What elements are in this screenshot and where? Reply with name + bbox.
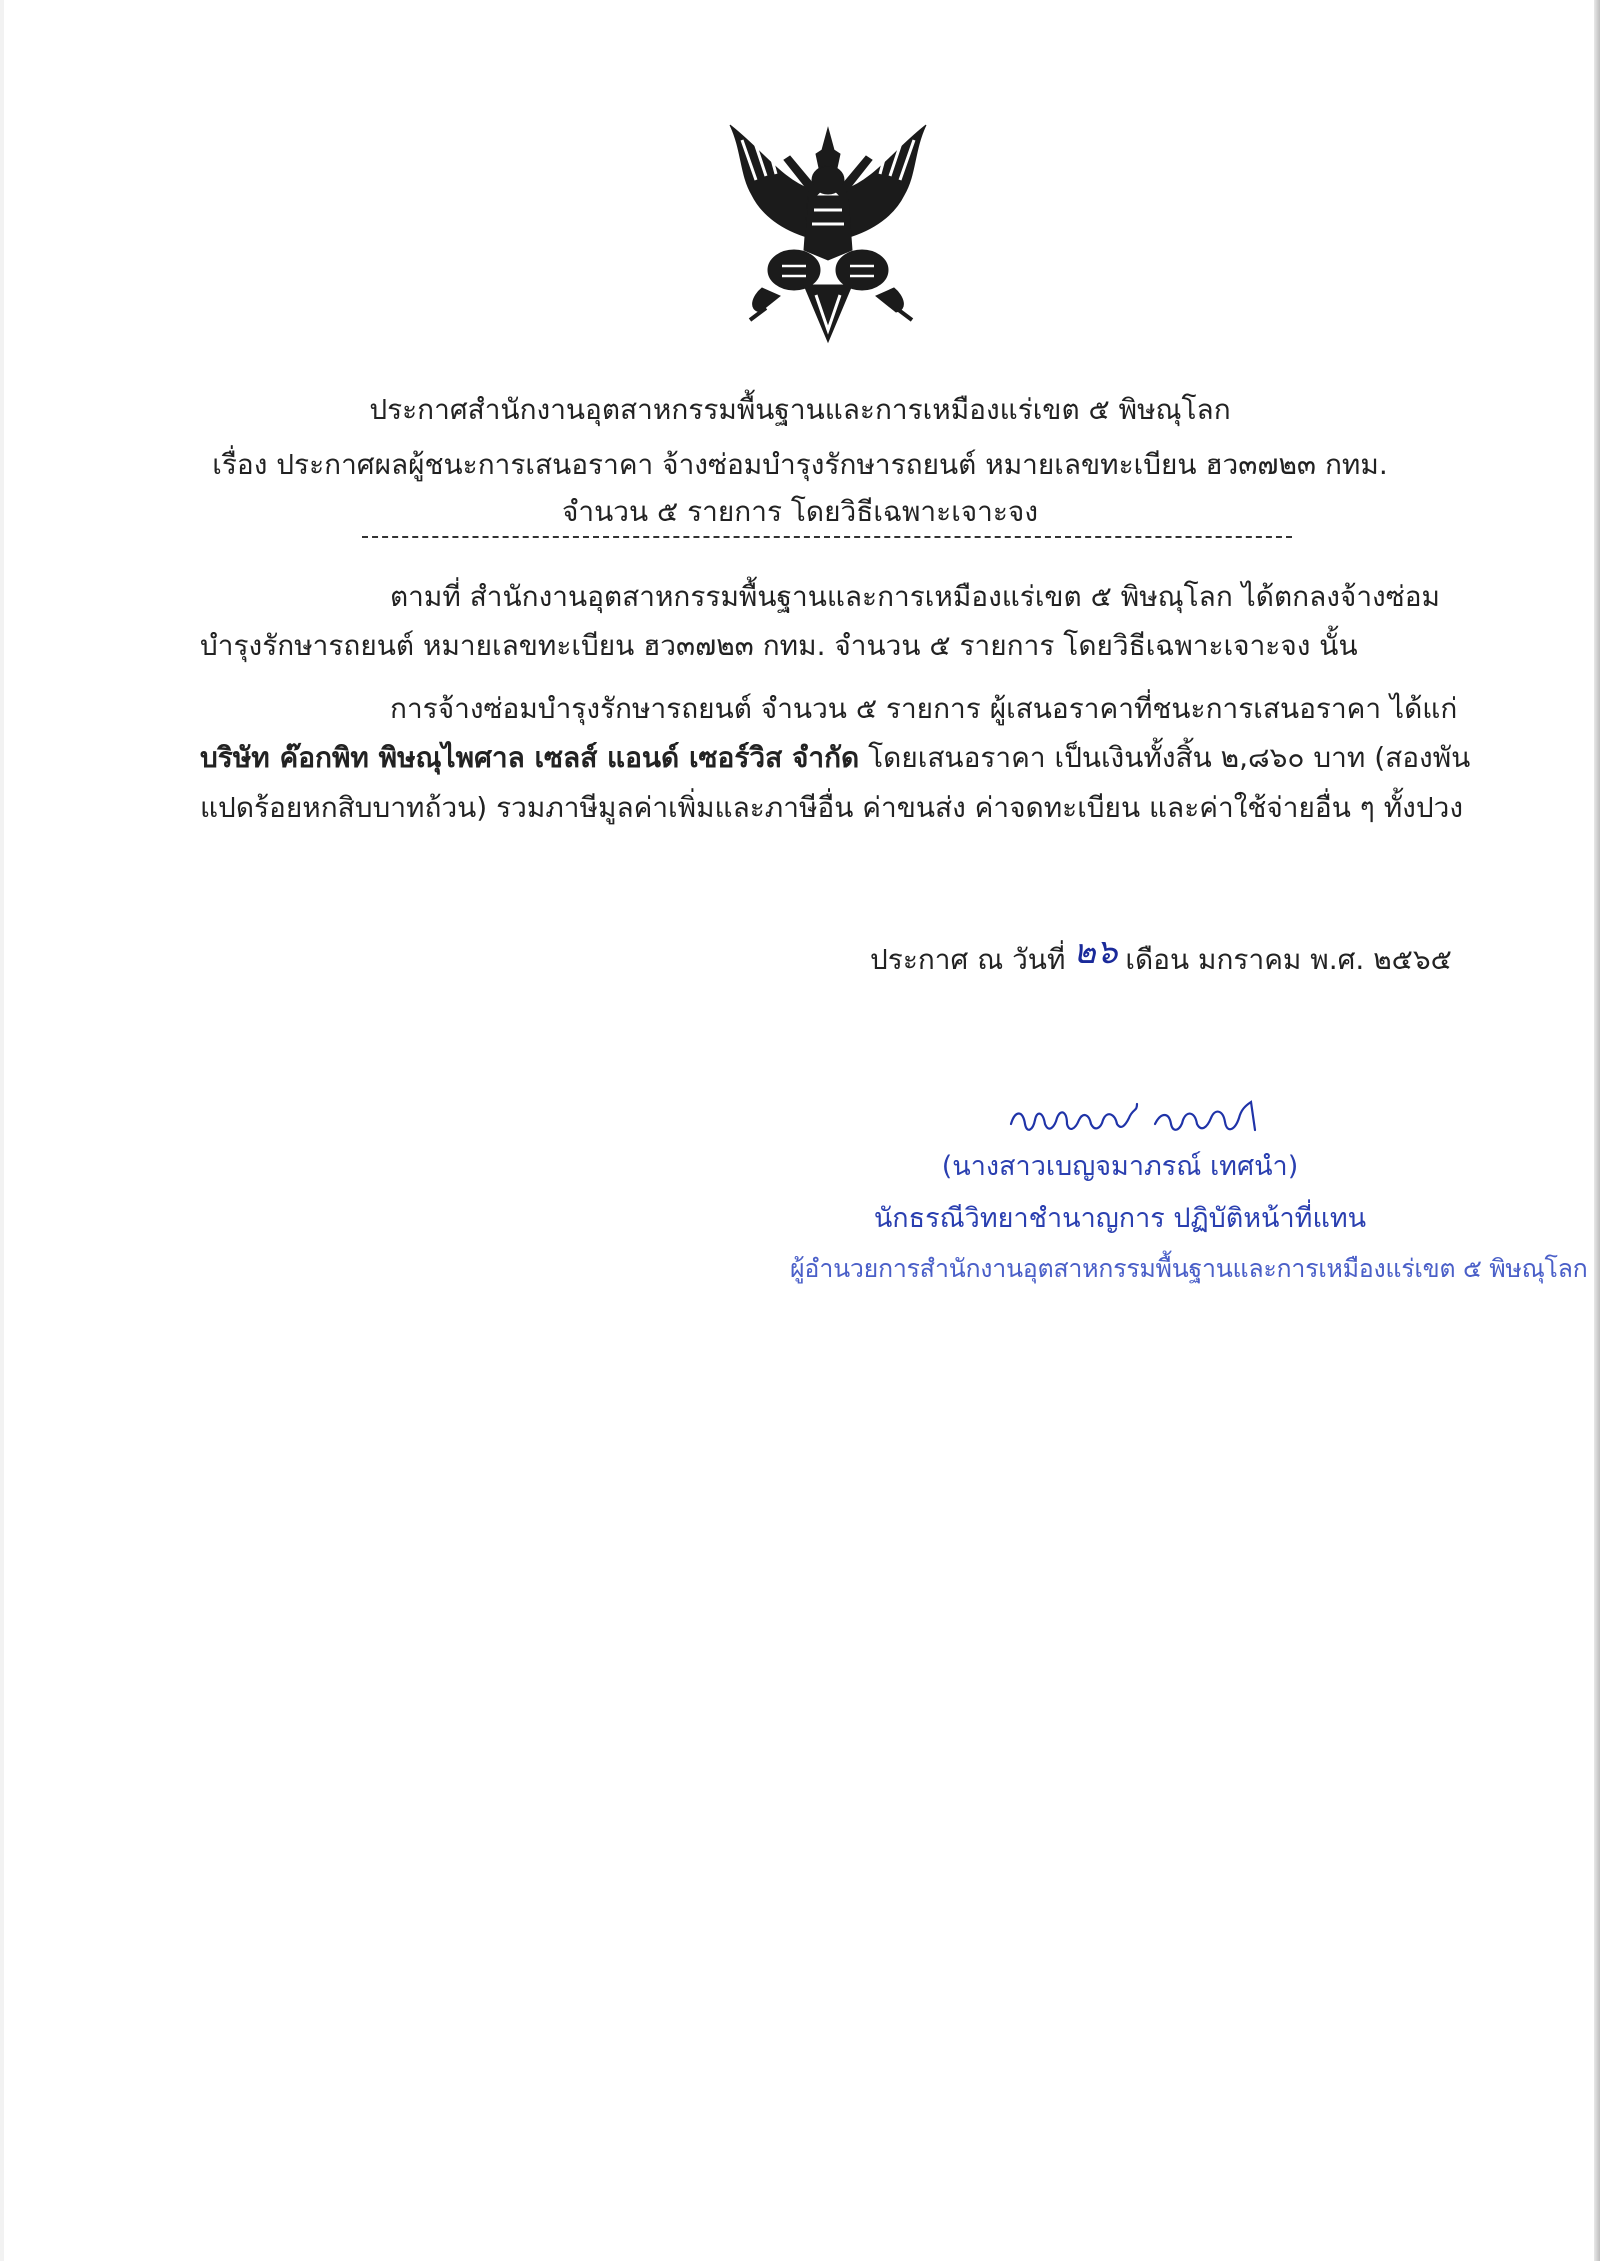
page-left-edge — [0, 0, 4, 2261]
announcement-subject-detail: จำนวน ๕ รายการ โดยวิธีเฉพาะเจาะจง — [561, 495, 1039, 528]
handwritten-signature-icon — [1005, 1090, 1265, 1145]
paragraph1-line2: บำรุงรักษารถยนต์ หมายเลขทะเบียน ฮว๓๗๒๓ กทม. จำนวน ๕ รายการ โดยวิธีเฉพาะเจาะจง นั้น — [200, 629, 1358, 662]
paragraph1-line1: ตามที่ สำนักงานอุตสาหกรรมพื้นฐานและการเหมืองแร่เขต ๕ พิษณุโลก ได้ตกลงจ้างซ่อม — [390, 580, 1440, 613]
garuda-emblem-icon — [722, 120, 934, 345]
paragraph2-line2 — [200, 738, 1470, 778]
header-divider — [362, 536, 1292, 538]
announcement-title: ประกาศสำนักงานอุตสาหกรรมพื้นฐานและการเหมืองแร่เขต ๕ พิษณุโลก — [369, 393, 1231, 426]
date-suffix: เดือน มกราคม พ.ศ. ๒๕๖๕ — [1125, 943, 1452, 976]
signatory-acting-for: ผู้อำนวยการสำนักงานอุตสาหกรรมพื้นฐานและการเหมืองแร่เขต ๕ พิษณุโลก — [790, 1254, 1588, 1283]
paragraph2-line3: แปดร้อยหกสิบบาทถ้วน) รวมภาษีมูลค่าเพิ่มและภาษีอื่น ค่าขนส่ง ค่าจดทะเบียน และค่าใช้จ่ายอื่น ๆ ทั้งปวง — [200, 791, 1464, 824]
paragraph2-line2-rest: โดยเสนอราคา เป็นเงินทั้งสิ้น ๒,๘๖๐ บาท (สองพัน — [859, 741, 1471, 774]
announcement-date — [870, 932, 1452, 980]
paragraph2-line1: การจ้างซ่อมบำรุงรักษารถยนต์ จำนวน ๕ รายการ ผู้เสนอราคาที่ชนะการเสนอราคา ได้แก่ — [390, 692, 1458, 725]
date-prefix: ประกาศ ณ วันที่ — [870, 943, 1066, 976]
signatory-position: นักธรณีวิทยาชำนาญการ ปฏิบัติหน้าที่แทน — [873, 1203, 1367, 1234]
page-right-edge — [1594, 0, 1600, 2261]
signatory-name: (นางสาวเบญจมาภรณ์ เทศนำ) — [941, 1151, 1299, 1182]
winning-company-name: บริษัท ค๊อกพิท พิษณุไพศาล เซลส์ แอนด์ เซอร์วิส จำกัด — [200, 741, 860, 774]
announcement-subject: เรื่อง ประกาศผลผู้ชนะการเสนอราคา จ้างซ่อมบำรุงรักษารถยนต์ หมายเลขทะเบียน ฮว๓๗๒๓ กทม. — [212, 448, 1388, 481]
date-day-handwritten: ๒๖ — [1073, 932, 1118, 972]
